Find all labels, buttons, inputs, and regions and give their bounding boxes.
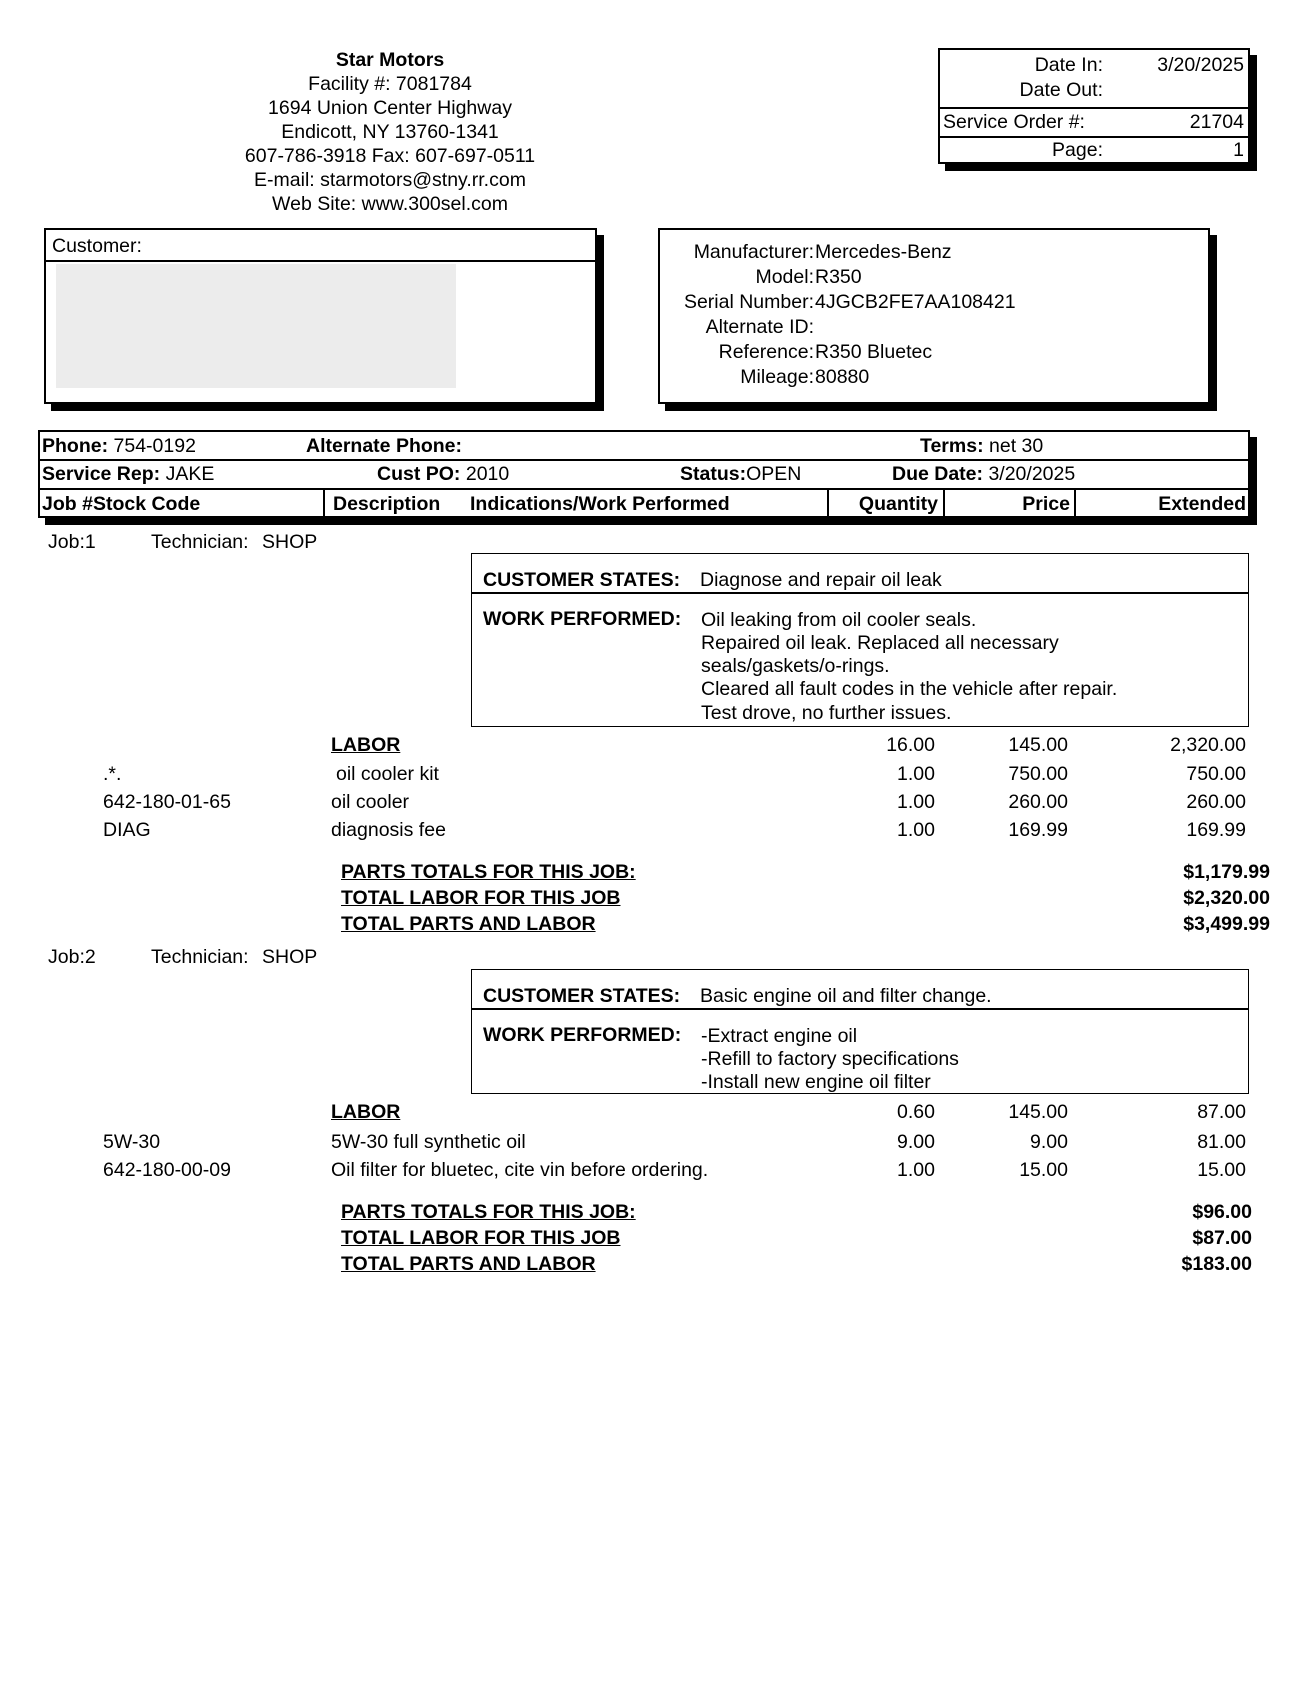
line-price: 750.00: [1008, 763, 1068, 785]
grand-total-value: $3,499.99: [1183, 913, 1270, 935]
line-extended: 750.00: [1186, 763, 1246, 785]
parts-total-value: $1,179.99: [1183, 861, 1270, 883]
customer-redacted-block: [56, 264, 456, 388]
date-out-label: Date Out:: [1019, 79, 1103, 101]
reference-value: R350 Bluetec: [815, 341, 933, 363]
divider: [46, 260, 595, 262]
terms-value: net 30: [989, 435, 1044, 457]
line-extended: 169.99: [1186, 819, 1246, 841]
customer-states-text: Diagnose and repair oil leak: [700, 569, 942, 591]
grand-total-label: TOTAL PARTS AND LABOR: [341, 1253, 596, 1275]
phone-label: Phone:: [42, 435, 109, 457]
technician-label: Technician:: [151, 531, 249, 553]
labor-label: LABOR: [331, 734, 401, 756]
line-stock-code: 642-180-00-09: [103, 1159, 231, 1181]
page-value: 1: [1233, 139, 1244, 161]
col-job: Job #: [42, 493, 93, 515]
service-order-label: Service Order #:: [943, 111, 1085, 133]
phone-value: 754-0192: [113, 435, 196, 457]
job-number: Job:1: [48, 531, 96, 553]
line-qty: 1.00: [897, 791, 935, 813]
model-value: R350: [815, 266, 862, 288]
reference-label: Reference:: [718, 341, 814, 363]
grand-total-label: TOTAL PARTS AND LABOR: [341, 913, 596, 935]
work-line: seals/gaskets/o-rings.: [701, 655, 890, 677]
labor-total-label: TOTAL LABOR FOR THIS JOB: [341, 887, 621, 909]
labor-qty: 16.00: [886, 734, 935, 756]
parts-total-value: $96.00: [1192, 1201, 1252, 1223]
work-line: -Extract engine oil: [701, 1025, 858, 1047]
work-line: Oil leaking from oil cooler seals.: [701, 609, 977, 631]
line-description: oil cooler: [331, 791, 410, 813]
job-notes-box: [471, 969, 1249, 1094]
work-line: Cleared all fault codes in the vehicle after repair.: [701, 678, 1118, 700]
labor-total-value: $87.00: [1192, 1227, 1252, 1249]
line-qty: 9.00: [897, 1131, 935, 1153]
order-info-box: [938, 48, 1250, 164]
customer-states-text: Basic engine oil and filter change.: [700, 985, 992, 1007]
grand-total-value: $183.00: [1181, 1253, 1252, 1275]
line-price: 9.00: [1030, 1131, 1068, 1153]
page-label: Page:: [1052, 139, 1103, 161]
labor-qty: 0.60: [897, 1101, 935, 1123]
technician-label: Technician:: [151, 946, 249, 968]
model-label: Model:: [755, 266, 814, 288]
customer-box: [44, 228, 597, 404]
service-order-value: 21704: [1189, 111, 1244, 133]
customer-states-label: CUSTOMER STATES:: [483, 985, 681, 1007]
line-price: 260.00: [1008, 791, 1068, 813]
parts-total-label: PARTS TOTALS FOR THIS JOB:: [341, 861, 636, 883]
col-indications: Indications/Work Performed: [470, 493, 730, 515]
line-stock-code: .*.: [103, 763, 122, 785]
alternate-id-label: Alternate ID:: [705, 316, 814, 338]
divider: [40, 459, 1248, 461]
work-performed-label: WORK PERFORMED:: [483, 608, 682, 630]
divider: [472, 592, 1248, 594]
work-line: -Refill to factory specifications: [701, 1048, 959, 1070]
technician-value: SHOP: [262, 946, 318, 968]
date-in-value: 3/20/2025: [1157, 54, 1244, 76]
line-price: 15.00: [1019, 1159, 1068, 1181]
customer-states-label: CUSTOMER STATES:: [483, 569, 681, 591]
line-stock-code: DIAG: [103, 819, 151, 841]
divider: [40, 488, 1248, 490]
service-rep-value: JAKE: [165, 463, 215, 485]
serial-number-value: 4JGCB2FE7AA108421: [815, 291, 1016, 313]
parts-total-label: PARTS TOTALS FOR THIS JOB:: [341, 1201, 636, 1223]
line-extended: 15.00: [1197, 1159, 1246, 1181]
line-description: diagnosis fee: [331, 819, 446, 841]
divider: [940, 136, 1248, 138]
mileage-value: 80880: [815, 366, 870, 388]
col-divider: [827, 488, 829, 518]
customer-label: Customer:: [52, 235, 142, 257]
company-phones: 607-786-3918 Fax: 607-697-0511: [244, 145, 536, 167]
job-notes-box: [471, 553, 1249, 727]
status-value: OPEN: [746, 463, 802, 485]
order-details-grid: [38, 430, 1250, 518]
labor-total-value: $2,320.00: [1183, 887, 1270, 909]
technician-value: SHOP: [262, 531, 318, 553]
cust-po-value: 2010: [465, 463, 510, 485]
due-date-label: Due Date:: [892, 463, 984, 485]
line-qty: 1.00: [897, 1159, 935, 1181]
manufacturer-label: Manufacturer:: [693, 241, 814, 263]
col-price: Price: [1022, 493, 1070, 515]
company-name: Star Motors: [335, 49, 445, 71]
col-description: Description: [333, 493, 441, 515]
date-in-label: Date In:: [1034, 54, 1103, 76]
job-number: Job:2: [48, 946, 96, 968]
cust-po-label: Cust PO:: [377, 463, 461, 485]
company-facility: Facility #: 7081784: [308, 73, 472, 95]
col-stock-code: Stock Code: [92, 493, 201, 515]
labor-price: 145.00: [1008, 734, 1068, 756]
alternate-phone-label: Alternate Phone:: [306, 435, 463, 457]
line-extended: 260.00: [1186, 791, 1246, 813]
status-label: Status:: [680, 463, 747, 485]
due-date-value: 3/20/2025: [988, 463, 1076, 485]
col-extended: Extended: [1158, 493, 1246, 515]
company-website: Web Site: www.300sel.com: [272, 193, 508, 215]
line-qty: 1.00: [897, 763, 935, 785]
labor-total-label: TOTAL LABOR FOR THIS JOB: [341, 1227, 621, 1249]
col-quantity: Quantity: [858, 493, 938, 515]
line-price: 169.99: [1008, 819, 1068, 841]
company-address-line2: Endicott, NY 13760-1341: [281, 121, 499, 143]
line-extended: 81.00: [1197, 1131, 1246, 1153]
mileage-label: Mileage:: [740, 366, 814, 388]
work-line: -Install new engine oil filter: [701, 1071, 931, 1093]
work-performed-label: WORK PERFORMED:: [483, 1024, 682, 1046]
service-rep-label: Service Rep:: [42, 463, 161, 485]
line-stock-code: 5W-30: [103, 1131, 161, 1153]
line-stock-code: 642-180-01-65: [103, 791, 231, 813]
work-line: Test drove, no further issues.: [701, 702, 952, 724]
vehicle-box: [658, 228, 1210, 404]
line-qty: 1.00: [897, 819, 935, 841]
line-description: oil cooler kit: [336, 763, 439, 785]
line-description: Oil filter for bluetec, cite vin before ordering.: [331, 1159, 709, 1181]
work-line: Repaired oil leak. Replaced all necessary: [701, 632, 1059, 654]
line-description: 5W-30 full synthetic oil: [331, 1131, 526, 1153]
terms-label: Terms:: [920, 435, 984, 457]
manufacturer-value: Mercedes-Benz: [815, 241, 952, 263]
company-email: E-mail: starmotors@stny.rr.com: [254, 169, 526, 191]
labor-price: 145.00: [1008, 1101, 1068, 1123]
company-header: [190, 48, 590, 216]
col-divider: [323, 488, 325, 518]
labor-extended: 87.00: [1197, 1101, 1246, 1123]
divider: [940, 107, 1248, 109]
divider: [472, 1008, 1248, 1010]
company-address-line1: 1694 Union Center Highway: [268, 97, 512, 119]
labor-extended: 2,320.00: [1170, 734, 1246, 756]
serial-number-label: Serial Number:: [683, 291, 814, 313]
labor-label: LABOR: [331, 1101, 401, 1123]
